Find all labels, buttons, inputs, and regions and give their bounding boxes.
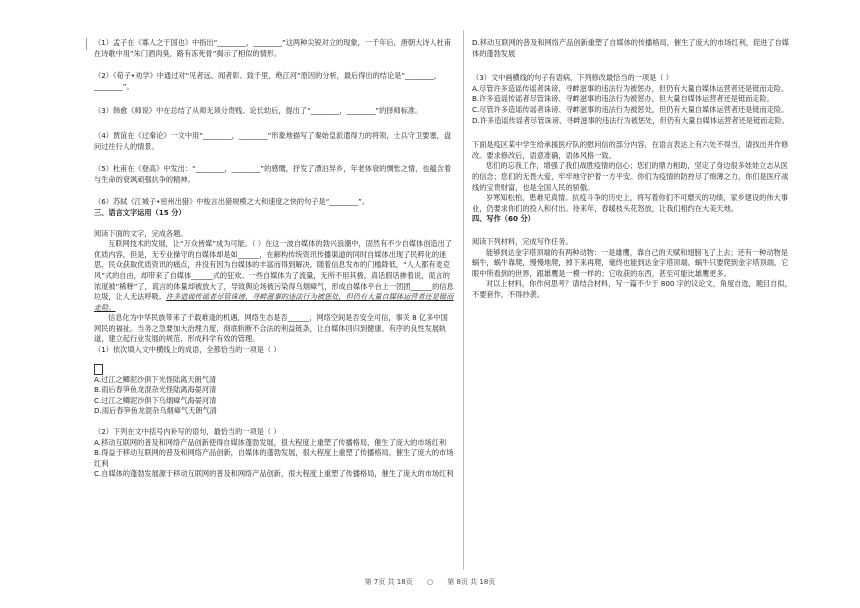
writing-intro: 阅读下列材料，完成写作任务。 bbox=[472, 236, 573, 246]
sub2-option-d: D.移动互联网的普及和网络产品创新重塑了自媒体的传播格局，催生了庞大的市场红利，促进了自媒体的蓬勃发展 bbox=[472, 38, 789, 58]
right-column bbox=[472, 38, 792, 300]
question-3: （3）韩愈《师说》中在总结了从师无须分贵贱、论长幼后，提出了“________，________”的择师标准。 bbox=[94, 106, 423, 116]
margin-mark bbox=[86, 38, 90, 50]
sub2-option-b: B.得益于移动互联网的普及和网络产品创新，自媒体的蓬勃发展，很大程度上重塑了传播格局，催生了庞大的市场红利 bbox=[94, 448, 454, 468]
question-2: （2）《荀子•劝学》中通过对“见者远、闻者彰、致千里、绝江河”原因的分析，最后得出的结论是“________，________”。 bbox=[94, 71, 442, 91]
letter-paragraph-2: 岁寒知松柏，患难见真情。抗疫斗争的历史上，将写着你们不可磨灭的功绩，家乡建设的伟大事业，仍要求你们的投入和付出。待来年，春暖枝头花怒放，让我们相约在大美天地。 bbox=[472, 193, 788, 213]
question-5: （5）杜甫在《登高》中发出：“________，________”的感慨，抒发了漂泊异乡，年老体衰的惆怅之情，也蕴含着与生命的衰飒顽强抗争的精神。 bbox=[94, 164, 452, 184]
page-footer bbox=[0, 577, 860, 587]
sub3-option-d: D.许多造谣传谣者尽管诛谤、寻衅滋事的违法行为被惩处，但仍有大量自媒体运营者还是铤而走险。 bbox=[472, 115, 789, 125]
reading-intro: 阅读下面的文字，完成各题。 bbox=[94, 228, 188, 238]
writing-material: 能够到达金字塔顶端的有两种动物：一是雄鹰，靠自己的天赋和翅膀飞了上去；还有一种动物是蜗牛，蜗牛靠爬，慢慢地爬，掉下来再爬，毫终也能到达金字塔顶端。蜗牛只要爬到金字塔顶端，它眼中所看到的世界，跟雄鹰是一模一样的；它收获的东西，甚至可能比雄鹰更多。 bbox=[472, 247, 789, 278]
question-6: （6）苏轼《江城子•密州出猎》中梭言出猎规模之大和速度之快的句子是“________”。 bbox=[94, 197, 370, 207]
sub-question-1: （1）依次填入文中横线上的成语，全都恰当的一项是（ ） bbox=[94, 345, 281, 355]
writing-task: 对以上材料，你作何思考？请结合材料，写一篇不少于 800 字的议论文，角度自选，题目自拟，不要套作，不得抄袭。 bbox=[472, 279, 792, 299]
underlined-sentence: 许多造谣传谣者尽管诛谤、寻衅滋事的违法行为被惩处，但仍有大量自媒体运营者还是铤而走险。 bbox=[94, 292, 454, 312]
sub3-option-b: B.许多造谣传谣者尽管诛谤、寻衅滋事的违法行为被惩办，但大量自媒体运营者还是铤而走险。 bbox=[472, 94, 774, 104]
sub2-option-a: A.移动互联网的普及和网络产品创新使得自媒体蓬勃发展，很大程度上重塑了传播格局，催生了庞大的市场红利 bbox=[94, 437, 447, 447]
passage-paragraph-1: 互联网技术的发展，让“万众皆媒”成为可能。（ ）在这一波自媒体的勃兴浪潮中，固然有不少自媒体创造出了优质内容，但是，无专业操守的自媒体却是如______，在解构传统资讯传播渠道的同时自媒体出现了民粹化的迷思，民众获取优质资讯的痛点，并没有因为自媒体的丰富而得到解决。随着信息发布的门槛降低，“人人都有麦克风”式的自由，却带来了自媒体______式的狂欢。一些自媒体为了流量，无所不用其极。真话假话掺着说，谎言的浓度被“稀释”了，谎言的体量却被放大了，导致舆论场被污染得乌烟瘴气，形成自媒体平台上一团团______的信息垃圾，让人无法呼吸。许多造谣传谣者尽管诛谤、寻衅滋事的违法行为被惩处，但仍有大量自媒体运营者还是铤而走险。 bbox=[94, 239, 454, 312]
right-page-number: 第 8页 共 18页 bbox=[447, 578, 496, 586]
letter-instructions: 下面是疫区某中学生给承援医疗队的慰问信的部分内容，在语言表达上有六处不得当，请找出并作修改。要求修改后，语意准确，语体风格一致。 bbox=[472, 140, 789, 160]
sub-question-2: （2）下列在文中括号内补写的语句，最恰当的一项是（ ） bbox=[94, 427, 281, 437]
answer-box bbox=[94, 364, 103, 375]
footer-separator: ○ bbox=[426, 578, 434, 586]
question-1: （1）孟子在《寡人之于国也》中指出“________，________”这两种尖锐对立的现象，一千年后，唐朝大诗人杜甫在诗歌中用“朱门酒肉臭，路有冻死骨”揭示了相似的情形。 bbox=[94, 38, 452, 58]
sub2-option-c: C.自媒体的蓬勃发展源于移动互联网的普及和网络产品创新，很大程度上重塑了传播格局，催生了庞大的市场红利 bbox=[94, 469, 454, 479]
question-4: （4）贾谊在《过秦论》一文中用“________，________”形象地描写了秦始皇派遣得力的将领，士兵守卫要塞，盘问过往行人的情景。 bbox=[94, 130, 452, 151]
sub3-option-c: C.尽管许多造谣传谣者诛谤、寻衅滋事的违法行为被惩处，但仍有大量自媒体运营者还是铤而走险。 bbox=[472, 104, 789, 114]
left-column bbox=[94, 38, 454, 480]
sub1-option-d: D.雨后春笋鱼龙混杂乌烟瘴气天朗气清 bbox=[94, 406, 217, 416]
left-page-number: 第 7页 共 18页 bbox=[364, 578, 413, 586]
passage-paragraph-2: 信息化为中华民族带来了千载难逢的机遇，网络生态是否______，网络空间是否安全可信，事关 8 亿多中国网民的福祉。当务之急要加大治理力度，彻底斩断不合法的利益链条，让自媒体回归到健康、有序的良性发展轨道，建立起行业发展的规范、形成科学有效的管理。 bbox=[94, 313, 448, 344]
section-3-heading: 三、语言文字运用（15 分） bbox=[94, 207, 186, 217]
sub3-option-a: A.尽管许多造谣传谣者诛谤、寻衅滋事的违法行为被惩办，但仍有大量自媒体运营者还是铤而走险。 bbox=[472, 83, 789, 93]
sub1-option-b: B.雨后春笋鱼龙混杂光怪陆离海晏河清 bbox=[94, 385, 217, 395]
column-divider bbox=[463, 30, 464, 570]
section-4-heading: 四、写作（60 分） bbox=[472, 214, 535, 224]
sub-question-3: （3）文中画横线的句子有语病，下列修改最恰当的一项是（ ） bbox=[472, 73, 673, 83]
letter-paragraph-1: 您们的忘我工作，增强了我们战胜疫情的信心；您们的鼎力相助，坚定了身边很多娃娃立志从医的信念；您们的无畏大爱，牢牢地守护着一方平安。你们为疫情的防控尽了绵薄之力，你们是医疗战线的宝贵财富，也是全国人民的骄傲。 bbox=[472, 161, 789, 192]
sub1-option-a: A.过江之鲫泥沙俱下光怪陆离天朗气清 bbox=[94, 374, 217, 384]
sub1-option-c: C.过江之鲫泥沙俱下乌烟瘴气海晏河清 bbox=[94, 395, 217, 405]
